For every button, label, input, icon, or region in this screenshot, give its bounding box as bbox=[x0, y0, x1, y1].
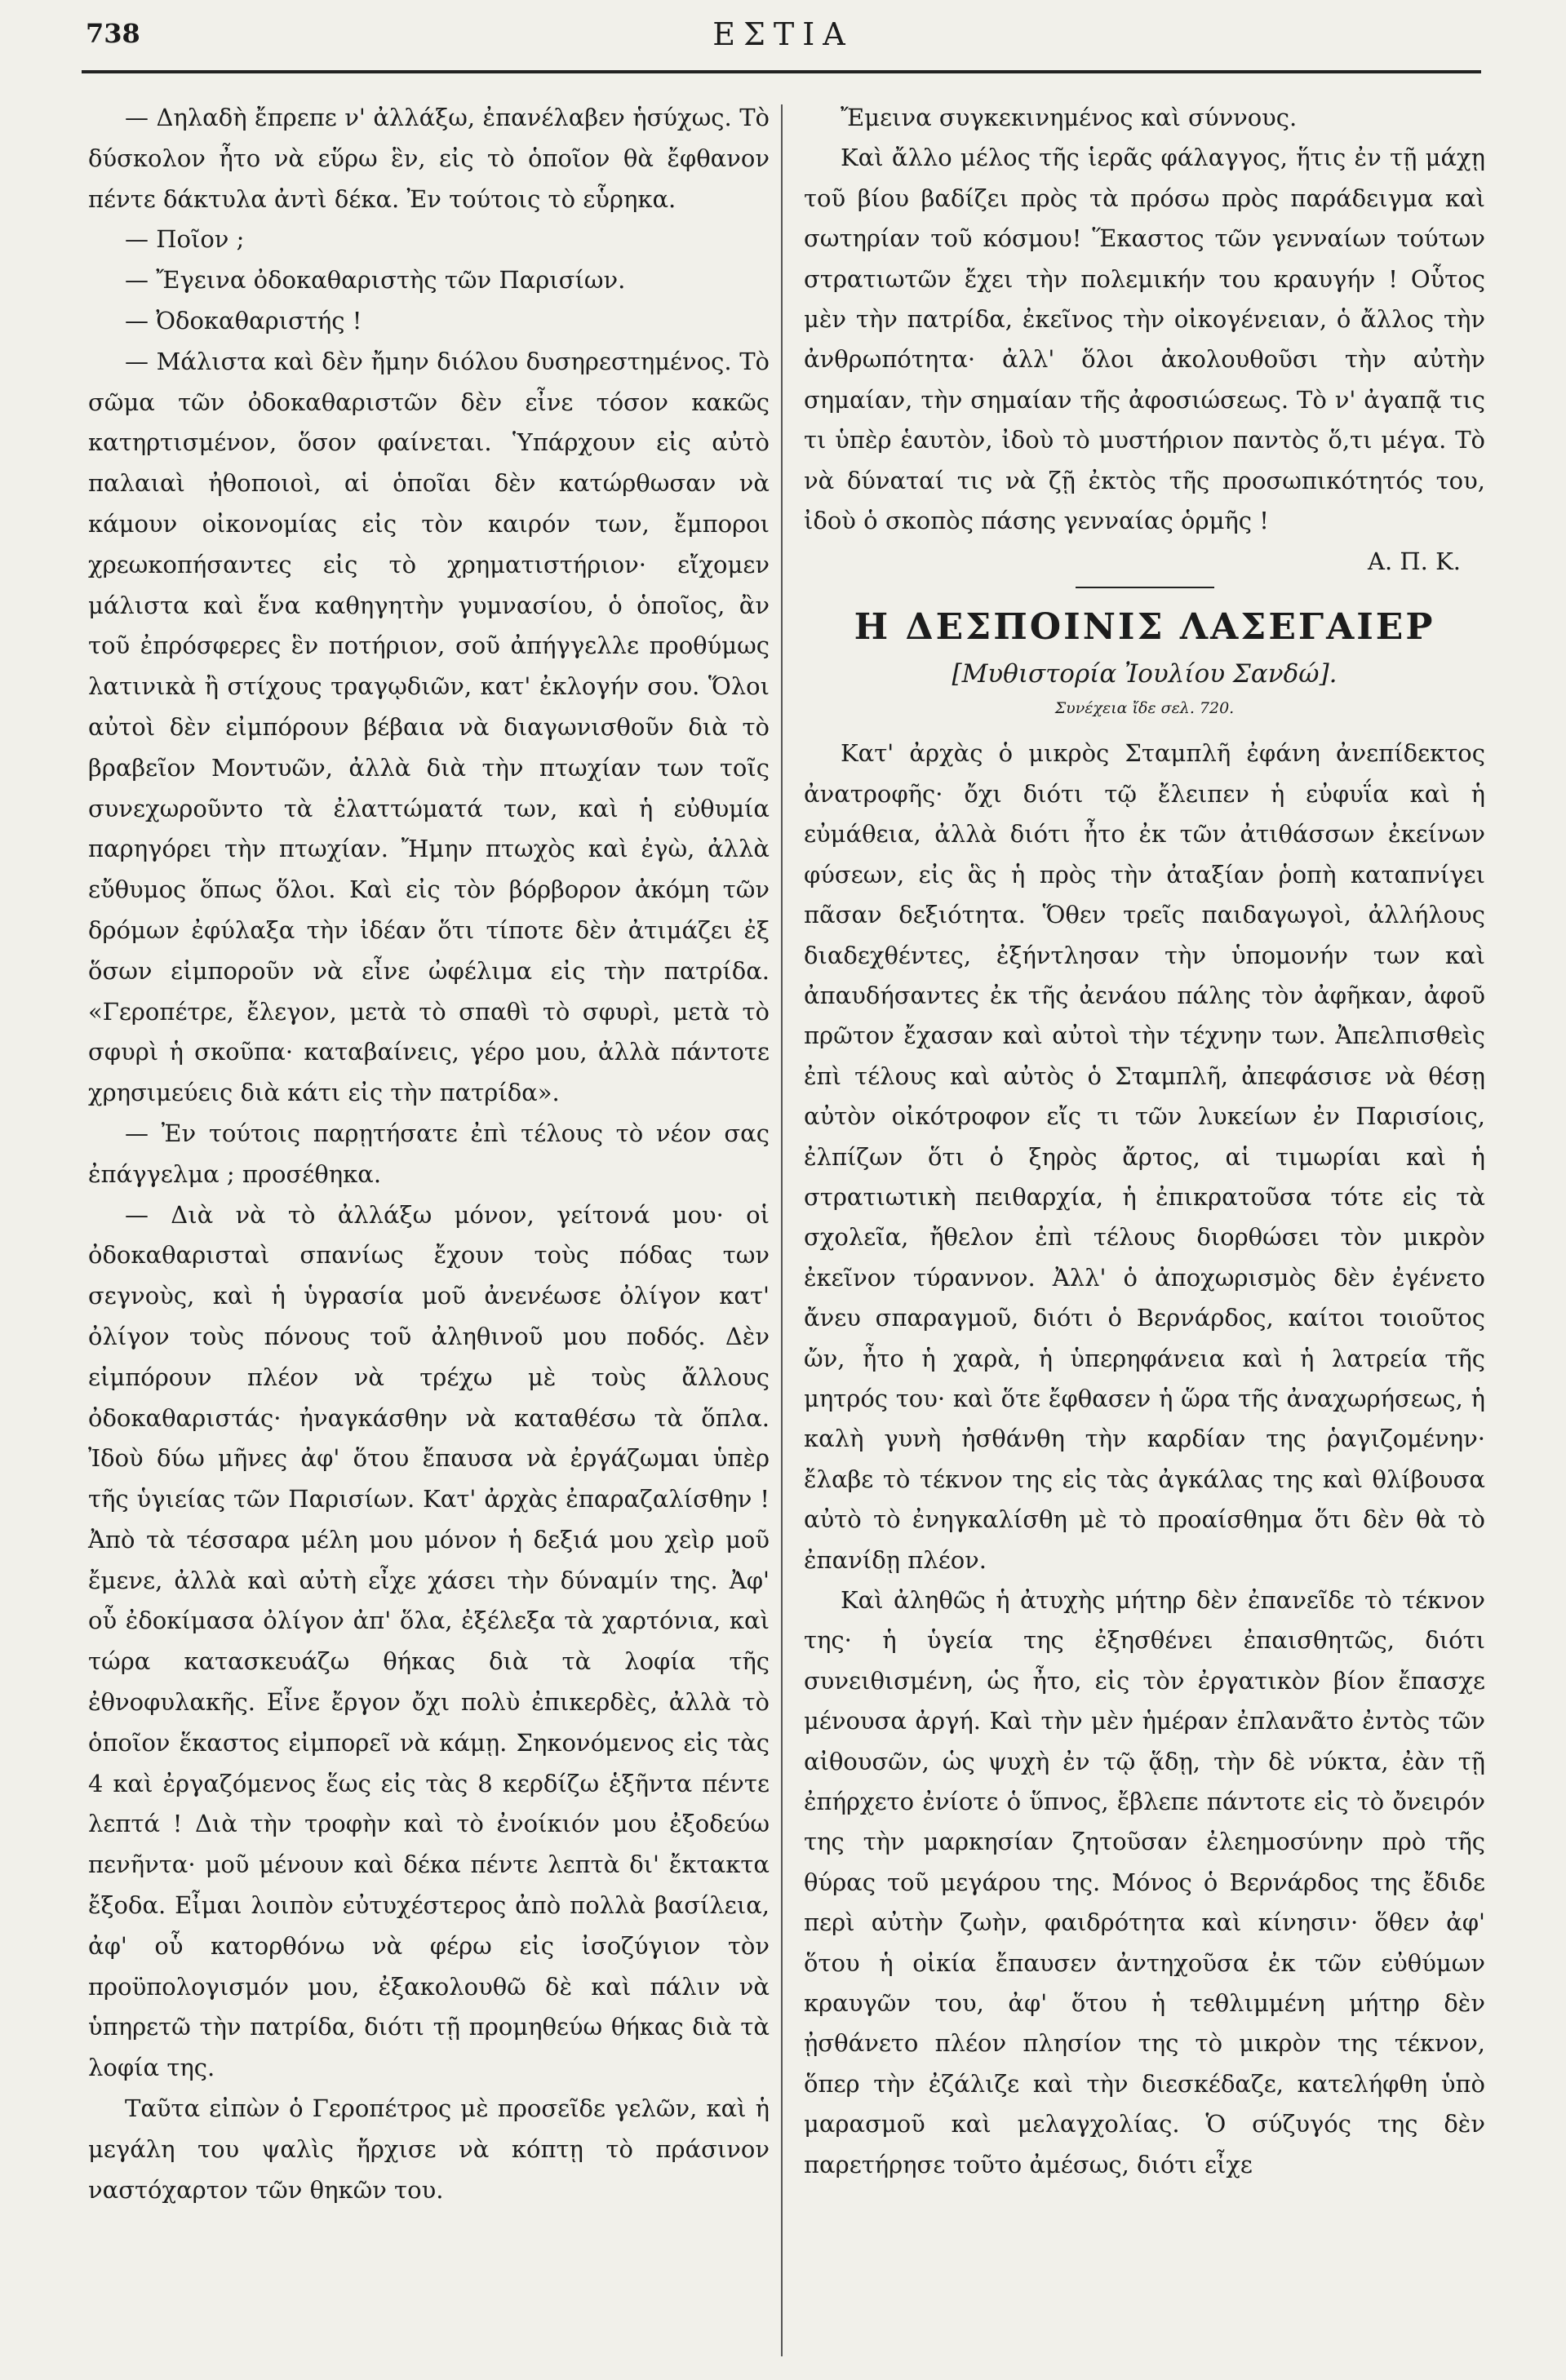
paragraph: Ταῦτα εἰπὼν ὁ Γεροπέτρος μὲ προσεῖδε γελῶν, καὶ ἡ μεγάλη του ψαλὶς ἤρχισε νὰ κόπτῃ τὸ πράσινον ναστόχαρτον τῶν θηκῶν του. bbox=[88, 2094, 770, 2204]
paragraph: — Ἐν τούτοις παρῃτήσατε ἐπὶ τέλους τὸ νέον σας ἐπάγγελμα ; προσέθηκα. bbox=[88, 1119, 770, 1188]
paragraph: — Μάλιστα καὶ δὲν ἤμην διόλου δυσηρεστημένος. Τὸ σῶμα τῶν ὀδοκαθαριστῶν δὲν εἶνε τόσον κακῶς κατηρτισμένον, ὅσον φαίνεται. Ὑπάρχουν εἰς αὐτὸ παλαιαὶ ἠθοποιοὶ, αἱ ὁποῖαι δὲν κατώρθωσαν νὰ κάμουν οἰκονομίας εἰς τὸν καιρόν των, ἔμποροι χρεωκοπήσαντες εἰς τὸ χρηματιστήριον· εἴχομεν μάλιστα καὶ ἕνα καθηγητὴν γυμνασίου, ὁ ὁποῖος, ἂν τοῦ ἐπρόσφερες ἓν ποτήριον, σοῦ ἀπήγγελλε προθύμως λατινικὰ ἢ στίχους τραγῳδιῶν, κατ' ἐκλογήν σου. Ὅλοι αὐτοὶ δὲν εἰμπόρουν βέβαια νὰ διαγωνισθοῦν διὰ τὸ βραβεῖον Μοντυῶν, ἀλλὰ διὰ τὴν πτωχίαν των τοῖς συνεχωροῦντο τὰ ἐλαττώματά των, καὶ ἡ εὐθυμία παρηγόρει τὴν πτωχίαν. Ἤμην πτωχὸς καὶ ἐγὼ, ἀλλὰ εὔθυμος ὅπως ὅλοι. Καὶ εἰς τὸν βόρβορον ἀκόμη τῶν δρόμων ἐφύλαξα τὴν ἰδέαν ὅτι τίποτε δὲν ἀτιμάζει ἐξ ὅσων εἰμποροῦν νὰ εἶνε ὠφέλιμα εἰς τὴν πατρίδα. «Γεροπέτρε, ἔλεγον, μετὰ τὸ σπαθὶ τὸ σφυρὶ, μετὰ τὸ σφυρὶ ἡ σκοῦπα· καταβαίνεις, γέρο μου, ἀλλὰ πάντοτε χρησιμεύεις διὰ κάτι εἰς τὴν πατρίδα». bbox=[88, 347, 770, 1107]
section-rule bbox=[1076, 587, 1214, 588]
story-subtitle: [Μυθιστορία Ἰουλίου Σανδώ]. bbox=[952, 659, 1338, 689]
paragraph: Ἔμεινα συγκεκινημένος καὶ σύννους. bbox=[841, 104, 1298, 131]
continuation-note: Συνέχεια ἴδε σελ. 720. bbox=[1054, 699, 1235, 718]
paragraph: Κατ' ἀρχὰς ὁ μικρὸς Σταμπλῆ ἐφάνη ἀνεπίδεκτος ἀνατροφῆς· ὄχι διότι τῷ ἔλειπεν ἡ εὐφυΐα καὶ ἡ εὐμάθεια, ἀλλὰ διότι ἦτο ἐκ τῶν ἀτιθάσσων ἐκείνων φύσεων, εἰς ἃς ἡ πρὸς τὴν ἀταξίαν ῥοπὴ καταπνίγει πᾶσαν δεξιότητα. Ὅθεν τρεῖς παιδαγωγοὶ, ἀλλήλους διαδεχθέντες, ἐξήντλησαν τὴν ὑπομονήν των καὶ ἀπαυδήσαντες ἐκ τῆς ἀενάου πάλης τὸν ἀφῆκαν, ἀφοῦ πρῶτον ἔχασαν καὶ αὐτοὶ τὴν τέχνην των. Ἀπελπισθεὶς ἐπὶ τέλους καὶ αὐτὸς ὁ Σταμπλῆ, ἀπεφάσισε νὰ θέσῃ αὐτὸν οἰκότροφον εἴς τι τῶν λυκείων ἐν Παρισίοις, ἐλπίζων ὅτι ὁ ξηρὸς ἄρτος, αἱ τιμωρίαι καὶ ἡ στρατιωτικὴ πειθαρχία, ἡ ἐπικρατοῦσα τότε εἰς τὰ σχολεῖα, ἤθελον ἐπὶ τέλους διορθώσει τὸν μικρὸν ἐκεῖνον τύραννον. Ἀλλ' ὁ ἀποχωρισμὸς δὲν ἐγένετο ἄνευ σπαραγμοῦ, διότι ὁ Βερνάρδος, καίτοι τοιοῦτος ὤν, ἦτο ἡ χαρὰ, ἡ ὑπερηφάνεια καὶ ἡ λατρεία τῆς μητρός του· καὶ ὅτε ἔφθασεν ἡ ὥρα τῆς ἀναχωρήσεως, ἡ καλὴ γυνὴ ἠσθάνθη τὴν καρδίαν της ῥαγιζομένην· ἔλαβε τὸ τέκνον της εἰς τὰς ἀγκάλας της καὶ θλίβουσα αὐτὸ τὸ ἐνηγκαλίσθη μὲ τὸ προαίσθημα ὅτι δὲν θὰ τὸ ἐπανίδῃ πλέον. bbox=[804, 739, 1485, 1574]
paragraph: Καὶ ἀληθῶς ἡ ἀτυχὴς μήτηρ δὲν ἐπανεῖδε τὸ τέκνον της· ἡ ὑγεία της ἐξησθένει ἐπαισθητῶς, διότι συνειθισμένη, ὡς ἦτο, εἰς τὸν ἐργατικὸν βίον ἔπασχε μένουσα ἀργή. Καὶ τὴν μὲν ἡμέραν ἐπλανᾶτο ἐντὸς τῶν αἰθουσῶν, ὡς ψυχὴ ἐν τῷ ᾅδῃ, τὴν δὲ νύκτα, ἐὰν τῇ ἐπήρχετο ἐνίοτε ὁ ὕπνος, ἔβλεπε πάντοτε εἰς τὸ ὄνειρόν της τὴν μαρκησίαν ζητοῦσαν ἐλεημοσύνην πρὸ τῆς θύρας τοῦ μεγάρου της. Μόνος ὁ Βερνάρδος της ἔδιδε περὶ αὐτὴν ζωὴν, φαιδρότητα καὶ κίνησιν· ὅθεν ἀφ' ὅτου ἡ οἰκία ἔπαυσεν ἀντηχοῦσα ἐκ τῶν εὐθύμων κραυγῶν του, ἀφ' ὅτου ἡ τεθλιμμένη μήτηρ δὲν ᾐσθάνετο πλέον πλησίον της τὸ μικρὸν της τέκνον, ὅπερ τὴν ἐζάλιζε καὶ τὴν διεσκέδαζε, κατελήφθη ὑπὸ μαρασμοῦ καὶ μελαγχολίας. Ὁ σύζυγός της δὲν παρετήρησε τοῦτο ἀμέσως, διότι εἶχε bbox=[804, 1586, 1485, 2178]
paragraph: Καὶ ἄλλο μέλος τῆς ἱερᾶς φάλαγγος, ἥτις ἐν τῇ μάχῃ τοῦ βίου βαδίζει πρὸς τὰ πρόσω πρὸς παράδειγμα καὶ σωτηρίαν τοῦ κόσμου! Ἕκαστος τῶν γενναίων τούτων στρατιωτῶν ἔχει τὴν πολεμικήν του κραυγήν ! Οὗτος μὲν τὴν πατρίδα, ἐκεῖνος τὴν οἰκογένειαν, ὁ ἄλλος τὴν ἀνθρωπότητα· ἀλλ' ὅλοι ἀκολουθοῦσι τὴν αὐτὴν σημαίαν, τὴν σημαίαν τῆς ἀφοσιώσεως. Τὸ ν' ἀγαπᾷ τις τι ὑπὲρ ἑαυτὸν, ἰδοὺ τὸ μυστήριον παντὸς ὅ,τι μέγα. Τὸ νὰ δύναταί τις νὰ ζῇ ἐκτὸς τῆς προσωπικότητός του, ἰδοὺ ὁ σκοπὸς πάσης γενναίας ὁρμῆς ! bbox=[804, 144, 1485, 535]
author-signature: Α. Π. Κ. bbox=[1368, 547, 1461, 576]
page-header bbox=[0, 0, 1566, 73]
paragraph: — Ποῖον ; bbox=[125, 225, 245, 254]
right-column bbox=[804, 98, 1485, 2185]
header-rule bbox=[82, 70, 1481, 73]
paragraph: — Ἔγεινα ὀδοκαθαριστὴς τῶν Παρισίων. bbox=[125, 266, 626, 295]
column-divider bbox=[781, 104, 783, 2356]
story-title: Η ΔΕΣΠΟΙΝΙΣ ΛΑΣΕΓΑΙΕΡ bbox=[854, 606, 1435, 649]
running-title: ΕΣΤΙΑ bbox=[712, 16, 854, 52]
paragraph: — Δηλαδὴ ἔπρεπε ν' ἀλλάξω, ἐπανέλαβεν ἡσύχως. Τὸ δύσκολον ἦτο νὰ εὕρω ἓν, εἰς τὸ ὁποῖον θὰ ἔφθανον πέντε δάκτυλα ἀντὶ δέκα. Ἐν τούτοις τὸ εὗρηκα. bbox=[88, 104, 770, 213]
paragraph: — Διὰ νὰ τὸ ἀλλάξω μόνον, γείτονά μου· οἱ ὀδοκαθαρισταὶ σπανίως ἔχουν τοὺς πόδας των σεγνοὺς, καὶ ἡ ὑγρασία μοῦ ἀνενέωσε ὀλίγον κατ' ὀλίγον τοὺς πόνους τοῦ ἀληθινοῦ μου ποδός. Δὲν εἰμπόρουν πλέον νὰ τρέχω μὲ τοὺς ἄλλους ὀδοκαθαριστάς· ἠναγκάσθην νὰ καταθέσω τὰ ὅπλα. Ἰδοὺ δύω μῆνες ἀφ' ὅτου ἔπαυσα νὰ ἐργάζωμαι ὑπὲρ τῆς ὑγιείας τῶν Παρισίων. Κατ' ἀρχὰς ἐπαραζαλίσθην ! Ἀπὸ τὰ τέσσαρα μέλη μου μόνον ἡ δεξιά μου χεὶρ μοῦ ἔμενε, ἀλλὰ καὶ αὐτὴ εἶχε χάσει τὴν δύναμίν της. Ἀφ' οὗ ἐδοκίμασα ὀλίγον ἀπ' ὅλα, ἐξέλεξα τὰ χαρτόνια, καὶ τώρα κατασκευάζω θήκας διὰ τὰ λοφία τῆς ἐθνοφυλακῆς. Εἶνε ἔργον ὄχι πολὺ ἐπικερδὲς, ἀλλὰ τὸ ὁποῖον ἕκαστος εἰμπορεῖ νὰ κάμῃ. Σηκονόμενος εἰς τὰς 4 καὶ ἐργαζόμενος ἕως εἰς τὰς 8 κερδίζω ἑξῆντα πέντε λεπτά ! Διὰ τὴν τροφὴν καὶ τὸ ἐνοίκιόν μου ἐξοδεύω πενῆντα· μοῦ μένουν καὶ δέκα πέντε λεπτὰ δι' ἔκτακτα ἔξοδα. Εἶμαι λοιπὸν εὐτυχέστερος ἀπὸ πολλὰ βασίλεια, ἀφ' οὗ κατορθόνω νὰ φέρω εἰς ἰσοζύγιον τὸν προϋπολογισμόν μου, ἐξακολουθῶ δὲ καὶ πάλιν νὰ ὑπηρετῶ τὴν πατρίδα, διότι τῇ προμηθεύω θήκας διὰ τὰ λοφία της. bbox=[88, 1200, 770, 2082]
left-column bbox=[88, 98, 770, 2210]
paragraph: — Ὀδοκαθαριστής ! bbox=[125, 306, 362, 335]
page-number: 738 bbox=[86, 18, 140, 49]
